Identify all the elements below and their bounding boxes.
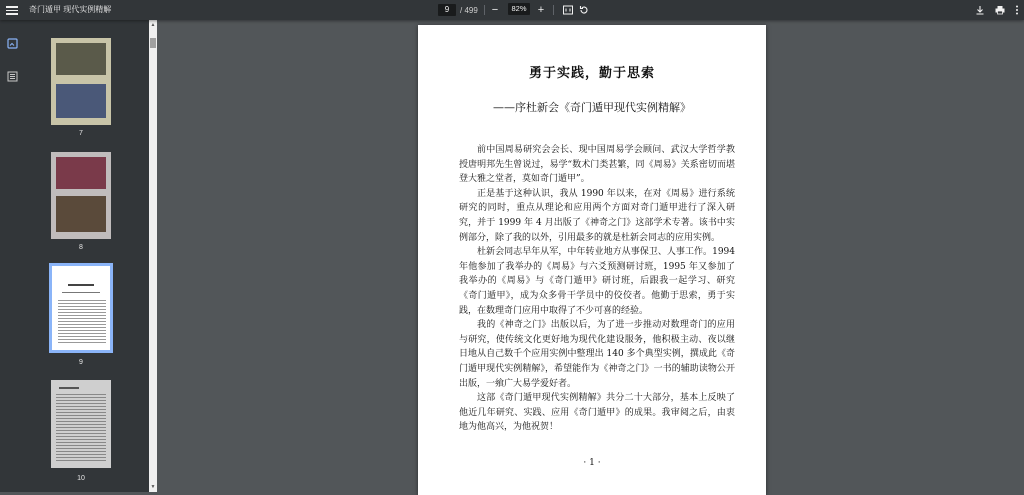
- thumbnail-image: [51, 380, 111, 468]
- outline-icon: [7, 71, 18, 82]
- thumbnails-view-button[interactable]: [7, 36, 18, 47]
- download-icon: [975, 5, 985, 15]
- page-footer-number: · 1 ·: [583, 458, 601, 468]
- thumbnail-scrollbar[interactable]: [149, 20, 157, 492]
- zoom-in-button[interactable]: +: [537, 4, 545, 16]
- page-body: [459, 143, 735, 435]
- toolbar-divider: [553, 5, 554, 15]
- pdf-page: [418, 25, 766, 495]
- outline-view-button[interactable]: [7, 69, 18, 80]
- document-title: 奇门遁甲 现代实例精解: [29, 5, 112, 14]
- rotate-button[interactable]: [577, 3, 591, 17]
- zoom-level-input[interactable]: 82%: [508, 3, 530, 15]
- thumbnail-image: [49, 263, 113, 353]
- more-actions-button[interactable]: [1012, 3, 1022, 17]
- pdf-toolbar: [0, 0, 1024, 20]
- scroll-up-arrow[interactable]: ▲: [150, 22, 156, 28]
- paragraph: 我的《神奇之门》出版以后，为了进一步推动对数理奇门的应用与研究，使传统文化更好地为现代化建设服务，他积极主动、夜以继日地从自己数千个应用实例中整理出 140 多个典型实例，撰成此《奇门遁甲现代实例精解》，希望能作为《神奇之门》一书的辅助读物公开出版，一飨广大易学爱好者。: [459, 320, 735, 389]
- thumbnail-image: [51, 152, 111, 239]
- paragraph: 正是基于这种认识，我从 1990 年以来，在对《周易》进行系统研究的同时，重点从理论和应用两个方面对奇门遁甲进行了深入研究，并于 1999 年 4 月出版了《神奇之门》这部学术专著。该书中实例部分，除了我的以外，引用最多的就是杜新会同志的应用实例。: [459, 188, 735, 243]
- scrollbar-thumb[interactable]: [150, 38, 156, 48]
- menu-icon[interactable]: [6, 4, 18, 16]
- paragraph: 前中国周易研究会会长、现中国周易学会顾问、武汉大学哲学教授唐明邦先生曾说过，易学“数术门类甚繁，同《周易》关系密切而堪登大雅之堂者，莫如奇门遁甲”。: [459, 145, 735, 185]
- print-icon: [995, 5, 1005, 15]
- scroll-down-arrow[interactable]: ▼: [150, 484, 156, 490]
- thumbnail-page-number: 7: [79, 130, 83, 137]
- zoom-out-button[interactable]: −: [491, 4, 499, 16]
- fit-page-icon: [563, 5, 573, 15]
- page-title: 勇于实践，勤于思索: [528, 66, 655, 81]
- page-subtitle: ——序杜新会《奇门遁甲现代实例精解》: [493, 101, 691, 114]
- download-button[interactable]: [973, 3, 987, 17]
- thumbnail-icon: [7, 38, 18, 49]
- more-vert-icon: [1015, 5, 1019, 15]
- fit-page-button[interactable]: [561, 3, 575, 17]
- rotate-icon: [579, 5, 589, 15]
- paragraph: 杜新会同志早年从军，中年转业地方从事保卫、人事工作。1994 年他参加了我举办的《周易》与六爻预测研讨班，1995 年又参加了我举办的《周易》与《奇门遁甲》研讨班，后跟我一起学习、研究《奇门遁甲》，成为众多骨干学员中的佼佼者。他勤于思索，勇于实践，在数理奇门应用中取得了不少可喜的经验。: [459, 247, 735, 316]
- print-button[interactable]: [993, 3, 1007, 17]
- sidebar-tools: [0, 20, 25, 492]
- thumbnail-panel: [25, 20, 149, 492]
- thumbnail-page-number: 9: [79, 359, 83, 366]
- total-pages: / 499: [460, 5, 478, 15]
- page-indicator: [438, 3, 478, 17]
- thumbnail-page-number: 8: [79, 244, 83, 251]
- paragraph: 这部《奇门遁甲现代实例精解》共分二十大部分，基本上反映了他近几年研究、实践、应用《奇门遁甲》的成果。我审阅之后，由衷地为他高兴，为他祝贺！: [459, 393, 735, 433]
- thumbnail-page-number: 10: [77, 475, 85, 482]
- thumbnail-image: [51, 38, 111, 125]
- page-number-input[interactable]: 9: [438, 4, 456, 16]
- toolbar-divider: [484, 5, 485, 15]
